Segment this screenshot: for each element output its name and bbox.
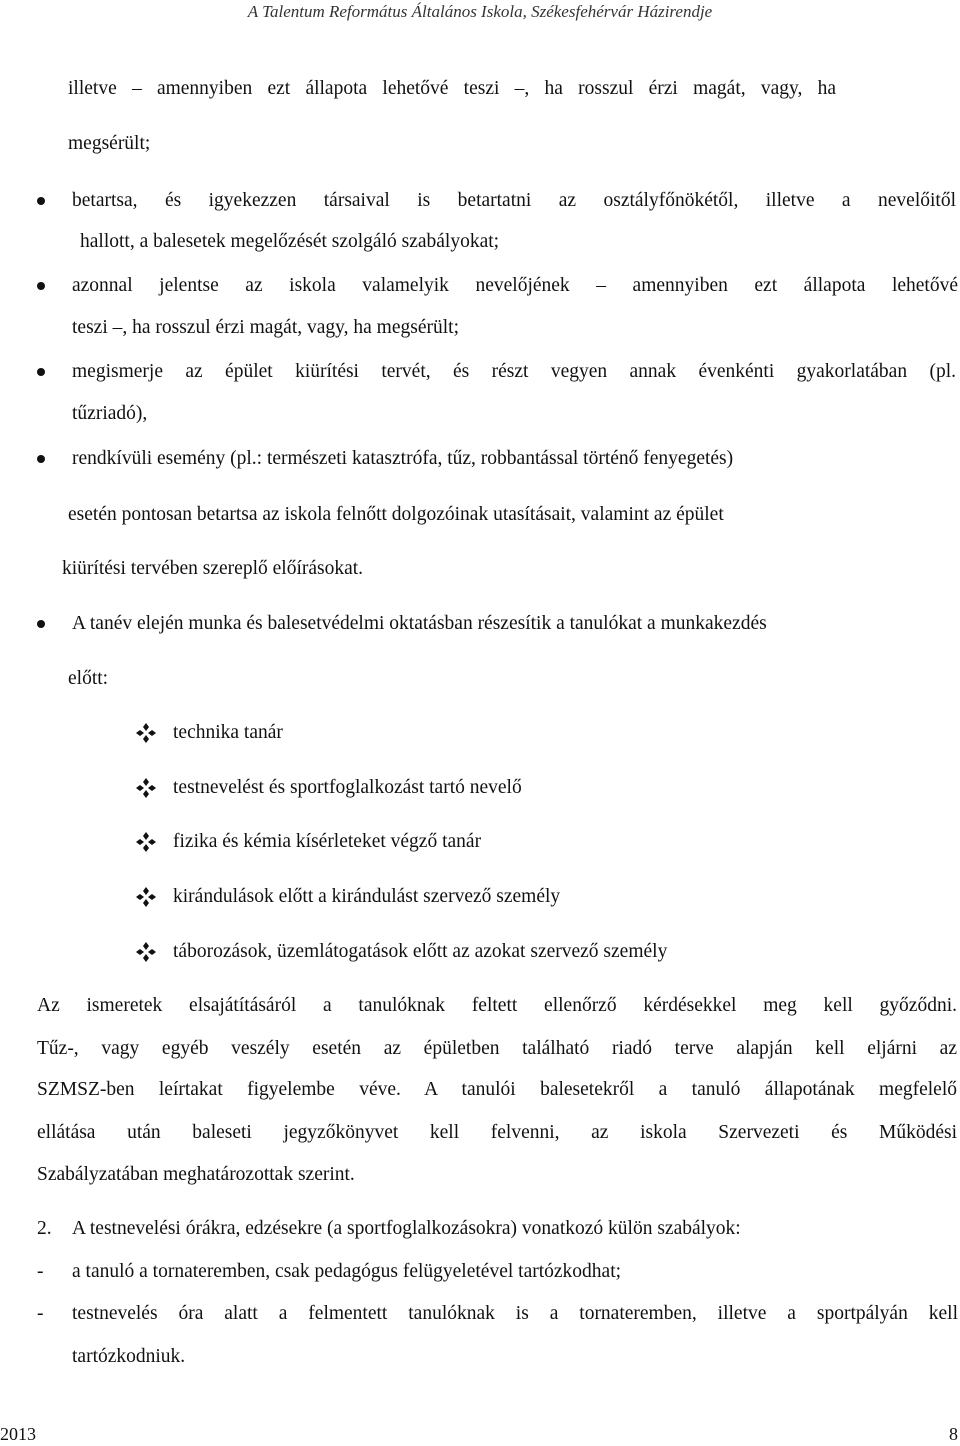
bullet-dot [37, 282, 45, 290]
section-title: A testnevelési órákra, edzésekre (a sportfoglalkozásokra) vonatkozó külön szabályok: [72, 1218, 741, 1239]
diamond-bullet-icon [135, 722, 157, 744]
sub-item: táborozások, üzemlátogatások előtt az azokat szervező személy [173, 941, 668, 962]
bullet-text: A tanév elején munka és balesetvédelmi oktatásban részesítik a tanulókat a munkakezdés [72, 613, 767, 634]
bullet-text: megismerje az épület kiürítési tervét, és részt vegyen annak évenkénti gyakorlatában (pl. [72, 361, 956, 382]
bullet-text: azonnal jelentse az iskola valamelyik nevelőjének – amennyiben ezt állapota lehetővé [72, 275, 958, 296]
bullet-text: rendkívüli esemény (pl.: természeti katasztrófa, tűz, robbantással történő fenyegetés) [72, 448, 734, 469]
dash-item: testnevelés óra alatt a felmentett tanulóknak is a tornateremben, illetve a sportpályán kell [72, 1303, 958, 1324]
diamond-bullet-icon [135, 886, 157, 908]
sub-item: fizika és kémia kísérleteket végző tanár [173, 831, 482, 852]
bullet-dot [37, 368, 45, 376]
paragraph-line: Az ismeretek elsajátításáról a tanulóknak feltett ellenőrző kérdésekkel meg kell győződni. [37, 995, 957, 1016]
bullet-dot [37, 197, 45, 205]
page-header: A Talentum Református Általános Iskola, Székesfehérvár Házirendje [247, 2, 713, 21]
dash-item: tartózkodniuk. [72, 1346, 186, 1367]
diamond-bullet-icon [135, 941, 157, 963]
bullet-text: kiürítési tervében szereplő előírásokat. [62, 558, 364, 579]
dash-bullet: - [37, 1303, 44, 1324]
paragraph-line: SZMSZ-ben leírtakat figyelembe véve. A tanulói balesetekről a tanuló állapotának megfelelő [37, 1079, 957, 1100]
diamond-bullet-icon [135, 831, 157, 853]
diamond-bullet-icon [135, 777, 157, 799]
bullet-text: esetén pontosan betartsa az iskola felnőtt dolgozóinak utasításait, valamint az épület [68, 504, 724, 525]
bullet-text: előtt: [68, 668, 109, 689]
bullet-dot [37, 455, 45, 463]
continuation-line: illetve – amennyiben ezt állapota lehetővé teszi –, ha rosszul érzi magát, vagy, ha [68, 78, 836, 99]
bullet-dot [37, 620, 45, 628]
sub-item: testnevelést és sportfoglalkozást tartó nevelő [173, 777, 522, 798]
dash-item: a tanuló a tornateremben, csak pedagógus felügyeletével tartózkodhat; [72, 1261, 622, 1282]
bullet-text: betartsa, és igyekezzen társaival is betartatni az osztályfőnökétől, illetve a nevelőitől [72, 190, 956, 211]
paragraph-line: Tűz-, vagy egyéb veszély esetén az épületben található riadó terve alapján kell eljárni az [37, 1038, 957, 1059]
sub-item: kirándulások előtt a kirándulást szervező személy [173, 886, 561, 907]
footer-year: 2013 [0, 1424, 36, 1444]
bullet-text: tűzriadó), [72, 403, 148, 424]
paragraph-line: Szabályzatában meghatározottak szerint. [37, 1164, 355, 1185]
page-number: 8 [949, 1424, 958, 1444]
paragraph-line: ellátása után baleseti jegyzőkönyvet kell felvenni, az iskola Szervezeti és Működési [37, 1122, 957, 1143]
sub-item: technika tanár [173, 722, 283, 743]
continuation-line: megsérült; [68, 133, 151, 154]
dash-bullet: - [37, 1261, 44, 1282]
bullet-text: hallott, a balesetek megelőzését szolgáló szabályokat; [80, 231, 500, 252]
section-number: 2. [37, 1218, 52, 1239]
bullet-text: teszi –, ha rosszul érzi magát, vagy, ha megsérült; [72, 317, 459, 338]
